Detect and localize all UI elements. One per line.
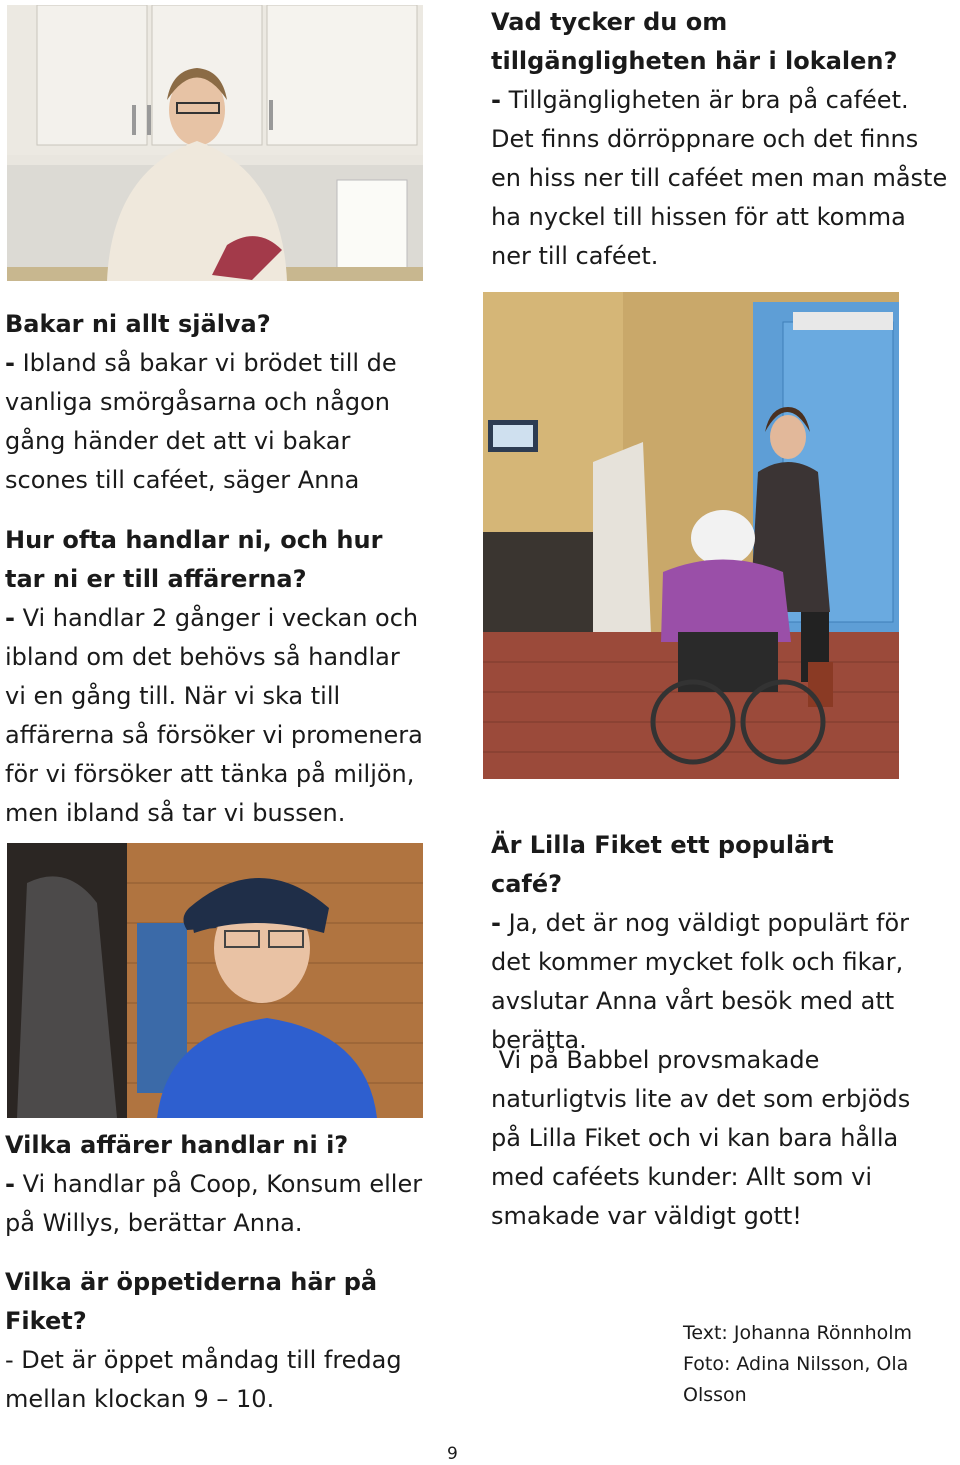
question: Hur ofta handlar ni, och hur tar ni er till affärerna? [5, 526, 383, 593]
baking-section [5, 305, 425, 500]
page-number: 9 [447, 1444, 458, 1464]
stores-section [5, 1126, 425, 1243]
opening-hours-section [5, 1263, 425, 1419]
answer: - Vi handlar 2 gånger i veckan och ibland om det behövs så handlar vi en gång till. När vi ska till affärerna så försöker vi promenera för vi försöker att tänka på miljön, men ibland så tar vi bussen. [5, 604, 423, 827]
answer: - Ja, det är nog väldigt populärt för det kommer mycket folk och fikar, avslutar Anna vårt besök med att berätta. [491, 909, 910, 1054]
question: Är Lilla Fiket ett populärt café? [491, 831, 834, 898]
question: Vilka är öppetiderna här på Fiket? [5, 1268, 378, 1335]
photo-credit: Foto: Adina Nilsson, Ola Olsson [683, 1353, 909, 1406]
popularity-section [491, 826, 911, 1060]
text-credit: Text: Johanna Rönnholm [683, 1322, 913, 1344]
question: Vilka affärer handlar ni i? [5, 1131, 349, 1159]
accessibility-section [491, 3, 951, 276]
question: Vad tycker du om tillgängligheten här i lokalen? [491, 8, 898, 75]
shopping-frequency-section [5, 521, 425, 833]
answer: - Det är öppet måndag till fredag mellan klockan 9 – 10. [5, 1346, 402, 1413]
question: Bakar ni allt själva? [5, 310, 271, 338]
closing-paragraph: Vi på Babbel provsmakade naturligtvis lite av det som erbjöds på Lilla Fiket och vi kan bara hålla med caféets kunder: Allt som vi smakade var väldigt gott! [491, 1046, 918, 1230]
answer: - Ibland så bakar vi brödet till de vanliga smörgåsarna och någon gång händer det att vi bakar scones till caféet, säger Anna [5, 349, 397, 494]
kitchen-photo [7, 5, 423, 281]
answer: - Vi handlar på Coop, Konsum eller på Willys, berättar Anna. [5, 1170, 423, 1237]
answer: - Tillgängligheten är bra på caféet. Det finns dörröppnare och det finns en hiss ner till caféet men man måste ha nyckel till hissen för att komma ner till caféet. [491, 86, 948, 270]
elevator-photo [483, 292, 899, 779]
cafe-guest-photo [7, 843, 423, 1118]
